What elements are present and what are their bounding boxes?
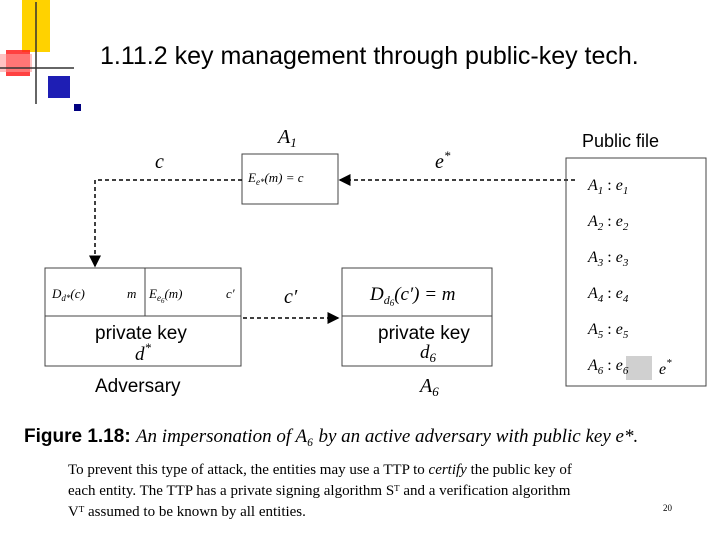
adversary-private-key: private key — [95, 323, 187, 344]
entity-a6-name: $A_6$ — [420, 375, 439, 399]
public-file-highlight — [626, 356, 652, 380]
public-file-row: $A_3$ : $e_3$ — [588, 249, 629, 269]
adversary-name: Adversary — [95, 376, 181, 397]
entity-a6-decrypt: $D_d6(c') = m$ — [370, 284, 456, 308]
body-line-3: Vᵀ assumed to be known by all entities. — [68, 504, 306, 520]
entity-a1-label: $A_1$ — [278, 126, 297, 150]
adversary-key-name: d* — [135, 340, 151, 365]
entity-a6-key-name: $d_6$ — [420, 342, 436, 365]
figure-caption — [24, 426, 638, 448]
public-file-box — [566, 158, 706, 386]
body-line-1: To prevent this type of attack, the entities may use a TTP to certify the public key of — [68, 462, 572, 478]
arrow-c-label: c — [155, 151, 164, 173]
page-number: 20 — [663, 503, 672, 513]
arrow-c-line — [95, 180, 242, 266]
public-file-rows — [587, 177, 629, 377]
public-file-row: $A_1$ : $e_1$ — [588, 177, 629, 197]
public-file-row: $A_6$ : $e_6$ — [588, 357, 629, 377]
public-file-row: $A_2$ : $e_2$ — [588, 213, 629, 233]
public-file-row: $A_5$ : $e_5$ — [588, 321, 629, 341]
middle-arrow-label: c′ — [284, 286, 298, 308]
public-file-row: $A_4$ : $e_4$ — [588, 285, 629, 305]
public-file-title: Public file — [582, 131, 660, 151]
entity-a6-box — [342, 268, 492, 366]
caption-label: Figure 1.18: — [24, 426, 131, 447]
adversary-encrypt: $E_e6(m)$ — [149, 286, 183, 305]
arrow-e-label: e* — [435, 148, 451, 173]
body-line-2: each entity. The TTP has a private signing algorithm Sᵀ and a verification algorithm — [68, 483, 571, 499]
caption-text: An impersonation of A₆ by an active adversary with public key e*. — [135, 426, 639, 447]
encrypt-formula: $E_{e*}(m) = c$ — [248, 170, 304, 187]
slide-title: 1.11.2 key management through public-key tech. — [100, 42, 639, 70]
public-file-extra: e* — [659, 357, 672, 378]
entity-a6-private-key: private key — [378, 323, 470, 344]
adversary-c-prime: c′ — [226, 286, 235, 301]
adversary-decrypt: $D_{d*}(c)$ — [52, 286, 85, 303]
adversary-m-label: m — [127, 286, 137, 301]
body-paragraph — [68, 460, 688, 523]
